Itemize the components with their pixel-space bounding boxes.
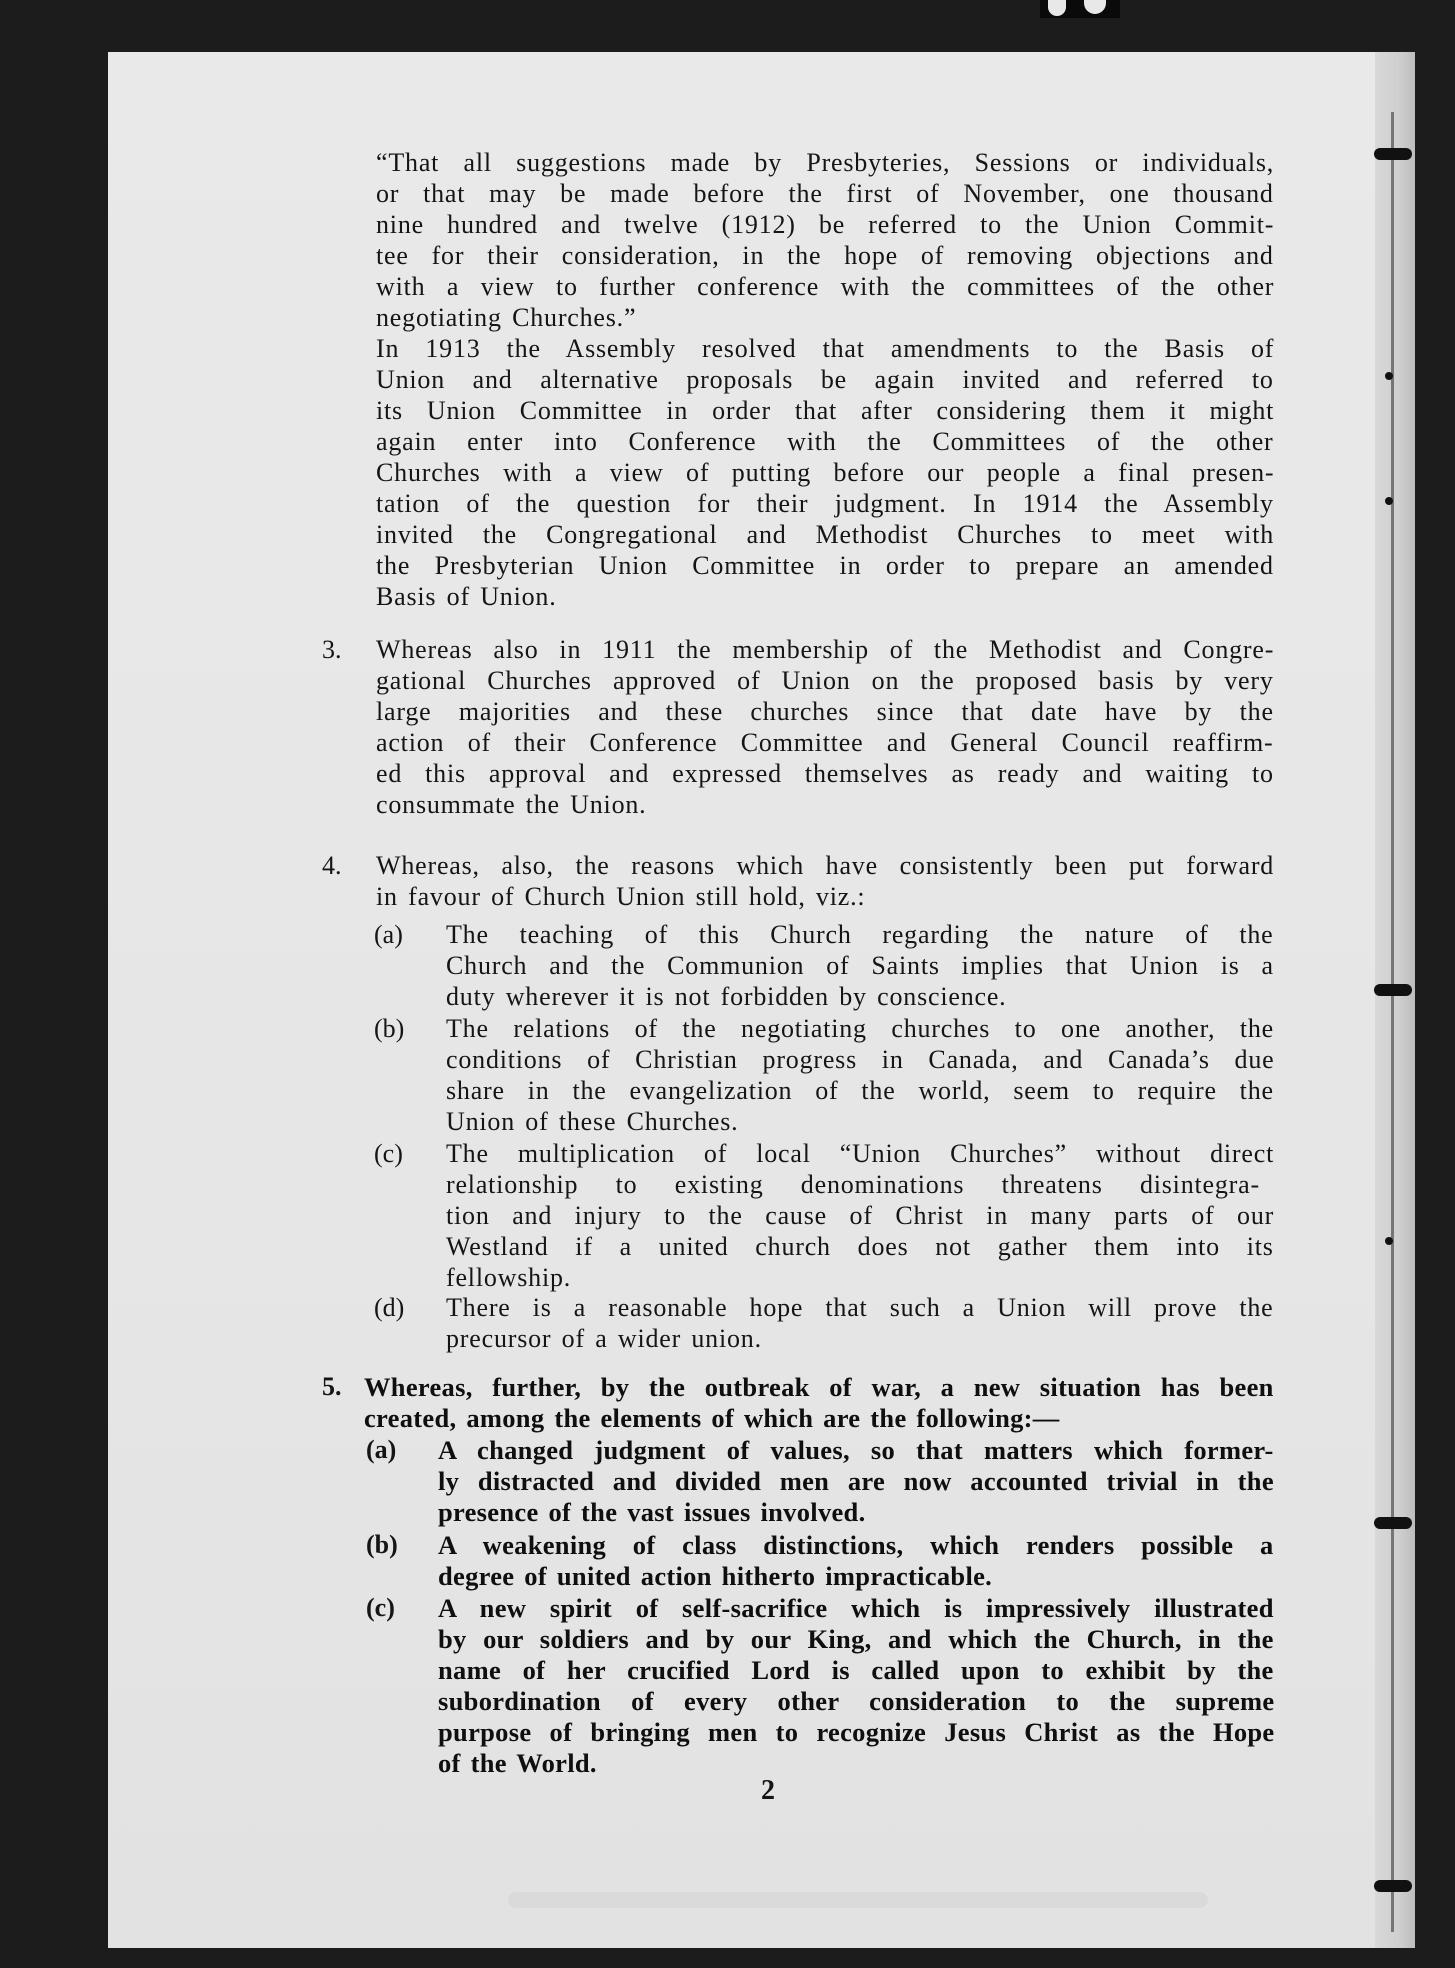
text-line: by our soldiers and by our King, and which the Church, in the: [438, 1624, 1274, 1654]
text-line: again enter into Conference with the Committees of the other: [376, 427, 1274, 456]
text-line: name of her crucified Lord is called upon to exhibit by the: [438, 1655, 1274, 1685]
text-line: duty wherever it is not forbidden by conscience.: [446, 982, 1007, 1011]
text-line: of the World.: [438, 1748, 597, 1778]
text-line: consummate the Union.: [376, 790, 647, 819]
text-line: presence of the vast issues involved.: [438, 1497, 866, 1527]
binding-clip: [1374, 1517, 1412, 1529]
text-line: negotiating Churches.”: [376, 303, 637, 332]
binding-stitch: [1385, 1237, 1393, 1245]
text-line: large majorities and these churches since that date have by the: [376, 697, 1274, 726]
text-line: conditions of Christian progress in Canada, and Canada’s due: [446, 1045, 1275, 1074]
document-page: [108, 52, 1415, 1948]
binding-thread: [1391, 112, 1394, 1932]
text-line: purpose of bringing men to recognize Jesus Christ as the Hope: [438, 1717, 1275, 1747]
section-4-item-b-label: (b): [374, 1014, 405, 1043]
text-line: its Union Committee in order that after considering them it might: [376, 396, 1275, 425]
document-text: [108, 52, 1368, 1948]
text-line: tee for their consideration, in the hope of removing objections and: [376, 241, 1274, 270]
text-line: The multiplication of local “Union Churches” without direct: [446, 1139, 1275, 1168]
section-4-item-d-label: (d): [374, 1293, 405, 1322]
text-line: A new spirit of self-sacrifice which is impressively illustrated: [438, 1593, 1274, 1623]
text-line: The relations of the negotiating churches to one another, the: [446, 1014, 1274, 1043]
text-line: gational Churches approved of Union on the proposed basis by very: [376, 666, 1274, 695]
binding-clip: [1374, 1880, 1412, 1892]
binding-stitch: [1385, 497, 1393, 505]
text-line: degree of united action hitherto impracticable.: [438, 1561, 993, 1591]
text-line: tation of the question for their judgment. In 1914 the Assembly: [376, 489, 1274, 518]
section-5-item-b-label: (b): [366, 1530, 398, 1559]
text-line: Church and the Communion of Saints implies that Union is a: [446, 951, 1274, 980]
text-line: the Presbyterian Union Committee in order to prepare an amended: [376, 551, 1274, 580]
text-line: A weakening of class distinctions, which renders possible a: [438, 1530, 1274, 1560]
text-line: share in the evangelization of the world, seem to require the: [446, 1076, 1274, 1105]
text-line: Basis of Union.: [376, 582, 557, 611]
text-line: nine hundred and twelve (1912) be referred to the Union Commit-: [376, 210, 1275, 239]
page-number: 2: [761, 1775, 775, 1806]
section-3-number: 3.: [322, 635, 342, 664]
text-line: Whereas, further, by the outbreak of war, a new situation has been: [364, 1372, 1274, 1402]
section-5-item-a-label: (a): [366, 1435, 397, 1464]
section-4-item-a-label: (a): [374, 920, 403, 949]
text-line: relationship to existing denominations threatens disintegra-: [446, 1170, 1260, 1199]
text-line: in favour of Church Union still hold, viz.:: [376, 882, 866, 911]
section-4-item-c-label: (c): [374, 1139, 403, 1168]
section-5-number: 5.: [322, 1372, 342, 1401]
text-line: subordination of every other consideration to the supreme: [438, 1686, 1275, 1716]
text-line: precursor of a wider union.: [446, 1324, 762, 1353]
text-line: with a view to further conference with the committees of the other: [376, 272, 1275, 301]
text-line: Westland if a united church does not gather them into its: [446, 1232, 1274, 1261]
text-line: ly distracted and divided men are now accounted trivial in the: [438, 1466, 1274, 1496]
text-line: A changed judgment of values, so that matters which former-: [438, 1435, 1274, 1465]
text-line: tion and injury to the cause of Christ in many parts of our: [446, 1201, 1275, 1230]
top-edge-scrap: [1040, 0, 1120, 18]
text-line: Whereas, also, the reasons which have consistently been put forward: [376, 851, 1275, 880]
text-line: Union and alternative proposals be again invited and referred to: [376, 365, 1274, 394]
text-line: “That all suggestions made by Presbyteries, Sessions or individuals,: [376, 148, 1275, 177]
text-line: created, among the elements of which are the following:—: [364, 1403, 1060, 1433]
text-line: fellowship.: [446, 1263, 572, 1292]
text-line: ed this approval and expressed themselves as ready and waiting to: [376, 759, 1274, 788]
text-line: Churches with a view of putting before our people a final presen-: [376, 458, 1275, 487]
binding-stitch: [1385, 372, 1393, 380]
section-4-number: 4.: [322, 851, 342, 880]
text-line: In 1913 the Assembly resolved that amendments to the Basis of: [376, 334, 1275, 363]
section-5-item-c-label: (c): [366, 1593, 395, 1622]
binding-edge: [1375, 52, 1415, 1948]
text-line: action of their Conference Committee and General Council reaffirm-: [376, 728, 1274, 757]
text-line: The teaching of this Church regarding the nature of the: [446, 920, 1274, 949]
text-line: There is a reasonable hope that such a Union will prove the: [446, 1293, 1274, 1322]
binding-clip: [1374, 984, 1412, 996]
text-line: or that may be made before the first of November, one thousand: [376, 179, 1274, 208]
text-line: Union of these Churches.: [446, 1107, 739, 1136]
binding-clip: [1374, 148, 1412, 160]
text-line: invited the Congregational and Methodist Churches to meet with: [376, 520, 1275, 549]
text-line: Whereas also in 1911 the membership of the Methodist and Congre-: [376, 635, 1275, 664]
